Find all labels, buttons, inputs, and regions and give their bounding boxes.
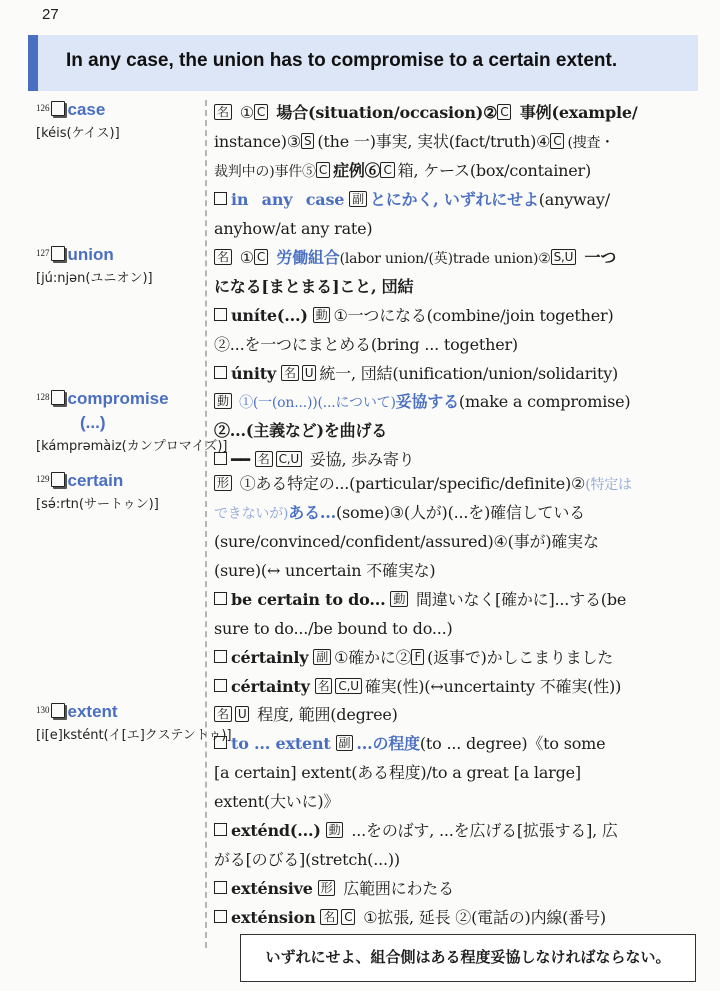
text-span: (some)③(人が)(...を)確信している bbox=[335, 503, 585, 522]
text-span: ...の程度 bbox=[356, 734, 420, 753]
definition-line bbox=[214, 614, 674, 643]
definition-line bbox=[214, 672, 674, 701]
pos-noun-tag: 名 bbox=[281, 365, 299, 381]
definition-line bbox=[214, 643, 674, 672]
text-span: 箱, ケース(box/container) bbox=[397, 161, 592, 180]
text-span: 場合(situation/occasion)② bbox=[271, 103, 498, 122]
text-span: 統一, 団結(unification/union/solidarity) bbox=[319, 364, 619, 383]
bullet-square-icon bbox=[214, 592, 227, 605]
countable-tag: C bbox=[254, 104, 268, 120]
text-span: できないが) bbox=[214, 506, 289, 522]
text-span: be certain to do... bbox=[231, 590, 386, 609]
definition-line bbox=[214, 156, 674, 185]
text-span: exténsion bbox=[231, 908, 316, 927]
text-span: ① bbox=[234, 248, 254, 267]
checkbox-icon[interactable] bbox=[51, 472, 65, 487]
entry-definition-certain bbox=[214, 469, 674, 701]
text-span: cértainly bbox=[231, 648, 309, 667]
definition-line bbox=[214, 359, 674, 388]
phrase-line bbox=[214, 185, 674, 214]
text-span: uníte(...) bbox=[231, 306, 308, 325]
text-span: [a certain] extent(ある程度)/to a great [a large] bbox=[214, 763, 581, 782]
headword: extent bbox=[67, 702, 118, 721]
text-span: 症例⑥ bbox=[333, 161, 381, 180]
text-span: ① bbox=[234, 103, 254, 122]
pos-verb-tag: 動 bbox=[326, 822, 344, 838]
pos-verb-tag: 動 bbox=[313, 307, 331, 323]
countable-tag: C bbox=[497, 104, 511, 120]
pos-adverb-tag: 副 bbox=[336, 735, 354, 751]
singular-uncountable-tag: S,U bbox=[551, 249, 577, 265]
pronunciation: [i[e]kstént(イ[エ]クステントゥ)] bbox=[36, 728, 232, 743]
translation-text: いずれにせよ、組合側はある程度妥協しなければならない。 bbox=[265, 948, 671, 966]
definition-line bbox=[214, 243, 674, 272]
text-span: 広範囲にわたる bbox=[338, 879, 454, 898]
entry-headword-case bbox=[36, 98, 201, 146]
text-span: 程度, 範囲(degree) bbox=[252, 705, 398, 724]
text-span: extent(大いに)》 bbox=[214, 792, 340, 811]
definition-line bbox=[214, 787, 674, 816]
definition-line bbox=[214, 585, 674, 614]
entry-definition-union bbox=[214, 243, 674, 388]
entry-number: 127 bbox=[36, 248, 50, 258]
text-span: (sure)(↔ uncertain 不確実な) bbox=[214, 561, 436, 580]
text-span: exténsive bbox=[231, 879, 313, 898]
text-span: 一つ bbox=[579, 248, 617, 267]
bullet-square-icon bbox=[214, 192, 227, 205]
text-span: 間違いなく[確かに]...する(be bbox=[411, 590, 627, 609]
text-span: ある... bbox=[288, 503, 336, 522]
uncountable-tag: U bbox=[235, 706, 250, 722]
text-span: instance)③ bbox=[214, 132, 301, 151]
definition-line bbox=[214, 874, 674, 903]
text-span: sure to do.../be bound to do...) bbox=[214, 619, 453, 638]
countable-uncountable-tag: C,U bbox=[335, 678, 361, 694]
definition-line bbox=[214, 556, 674, 585]
bullet-square-icon bbox=[214, 452, 227, 465]
definition-line bbox=[214, 469, 674, 498]
text-span: ②...(主義など)を曲げる bbox=[214, 421, 388, 440]
bullet-square-icon bbox=[214, 823, 227, 836]
formal-tag: F bbox=[411, 649, 424, 665]
text-span: ①一つになる(combine/join together) bbox=[333, 306, 614, 325]
bullet-square-icon bbox=[214, 308, 227, 321]
headword-suffix: (...) bbox=[80, 413, 106, 432]
countable-tag: C bbox=[380, 162, 394, 178]
text-span: ①確かに② bbox=[334, 648, 412, 667]
text-span: (the 一)事実, 実状(fact/truth)④ bbox=[317, 132, 551, 151]
definition-line bbox=[214, 98, 674, 127]
definition-line bbox=[214, 330, 674, 359]
text-span: ①(一(on...))(...について) bbox=[234, 395, 396, 411]
entry-number: 126 bbox=[36, 103, 50, 113]
pos-noun-tag: 名 bbox=[214, 706, 232, 722]
entry-number: 130 bbox=[36, 705, 50, 715]
bullet-square-icon bbox=[214, 366, 227, 379]
headword: case bbox=[67, 100, 106, 119]
entry-headword-compromise bbox=[36, 387, 228, 459]
example-sentence: In any case, the union has to compromise to a certain extent. bbox=[66, 50, 618, 71]
pos-noun-tag: 名 bbox=[320, 909, 338, 925]
countable-tag: C bbox=[316, 162, 330, 178]
text-span: to ... extent bbox=[231, 734, 331, 753]
entry-headword-certain bbox=[36, 469, 201, 517]
text-span: (特定は bbox=[585, 477, 632, 493]
text-span: 妥協, 歩み寄り bbox=[304, 450, 415, 469]
pos-noun-tag: 名 bbox=[255, 451, 273, 467]
definition-line bbox=[214, 816, 674, 845]
pronunciation: [kéis(ケイス)] bbox=[36, 126, 120, 141]
checkbox-icon[interactable] bbox=[51, 390, 65, 405]
page-number: 27 bbox=[42, 6, 59, 23]
text-span: exténd(...) bbox=[231, 821, 321, 840]
text-span: ━━ bbox=[231, 450, 250, 469]
text-span: 妥協する bbox=[395, 392, 459, 411]
text-span: (make a compromise) bbox=[458, 392, 631, 411]
pos-adjective-tag: 形 bbox=[214, 475, 232, 491]
headword: union bbox=[67, 245, 114, 264]
text-span: in any case bbox=[231, 190, 345, 209]
example-sentence-banner bbox=[28, 35, 698, 91]
entry-definition-extent bbox=[214, 700, 674, 932]
checkbox-icon[interactable] bbox=[51, 101, 65, 116]
text-span: 裁判中の)事件⑤ bbox=[214, 164, 316, 180]
text-span: 事例(example/ bbox=[514, 103, 638, 122]
entry-number: 128 bbox=[36, 392, 50, 402]
headword: compromise bbox=[67, 389, 169, 408]
headword: certain bbox=[67, 471, 124, 490]
text-span: anyhow/at any rate) bbox=[214, 219, 373, 238]
definition-line bbox=[214, 214, 674, 243]
text-span: únity bbox=[231, 364, 277, 383]
definition-line bbox=[214, 498, 674, 527]
entry-headword-extent bbox=[36, 700, 232, 748]
pos-noun-tag: 名 bbox=[315, 678, 333, 694]
text-span: になる[まとまる]こと, 団結 bbox=[214, 277, 414, 296]
pronunciation: [kámprəmàiz(カンプロマイズ)] bbox=[36, 439, 228, 454]
text-span: ①ある特定の...(particular/specific/definite)② bbox=[234, 474, 586, 493]
text-span: (to ... degree)《to some bbox=[419, 734, 606, 753]
column-divider bbox=[205, 100, 207, 948]
entry-definition-compromise bbox=[214, 387, 674, 474]
bullet-square-icon bbox=[214, 650, 227, 663]
definition-line bbox=[214, 416, 674, 445]
entry-headword-union bbox=[36, 243, 201, 291]
text-span: (捜査・ bbox=[567, 135, 615, 151]
pos-verb-tag: 動 bbox=[390, 591, 408, 607]
text-span: ②...を一つにまとめる(bring ... together) bbox=[214, 335, 518, 354]
definition-line bbox=[214, 127, 674, 156]
text-span: ①拡張, 延長 ②(電話の)内線(番号) bbox=[358, 908, 606, 927]
pos-adverb-tag: 副 bbox=[349, 191, 367, 207]
countable-uncountable-tag: C,U bbox=[276, 451, 302, 467]
pos-verb-tag: 動 bbox=[214, 393, 232, 409]
text-span: 労働組合 bbox=[271, 248, 340, 267]
singular-tag: S bbox=[301, 133, 314, 149]
definition-line bbox=[214, 272, 674, 301]
text-span: (返事で)かしこまりました bbox=[427, 648, 614, 667]
checkbox-icon[interactable] bbox=[51, 246, 65, 261]
definition-line bbox=[214, 845, 674, 874]
definition-line bbox=[214, 903, 674, 932]
entry-definition-case bbox=[214, 98, 674, 243]
text-span: cértainty bbox=[231, 677, 310, 696]
pos-adjective-tag: 形 bbox=[318, 880, 336, 896]
translation-answer-box bbox=[240, 934, 696, 982]
text-span: (labor union/(英)trade union)② bbox=[339, 251, 551, 267]
uncountable-tag: U bbox=[302, 365, 317, 381]
checkbox-icon[interactable] bbox=[51, 703, 65, 718]
text-span: とにかく, いずれにせよ bbox=[369, 190, 539, 209]
bullet-square-icon bbox=[214, 736, 227, 749]
definition-line bbox=[214, 700, 674, 729]
bullet-square-icon bbox=[214, 910, 227, 923]
definition-line bbox=[214, 527, 674, 556]
bullet-square-icon bbox=[214, 881, 227, 894]
text-span: ...をのばす, ...を広げる[拡張する], 広 bbox=[346, 821, 618, 840]
definition-line bbox=[214, 301, 674, 330]
countable-tag: C bbox=[254, 249, 268, 265]
text-span: (sure/convinced/confident/assured)④(事が)確実な bbox=[214, 532, 599, 551]
bullet-square-icon bbox=[214, 679, 227, 692]
definition-line bbox=[214, 387, 674, 416]
text-span: がる[のびる](stretch(...)) bbox=[214, 850, 400, 869]
pronunciation: [jú:njən(ユニオン)] bbox=[36, 271, 153, 286]
pos-noun-tag: 名 bbox=[214, 249, 232, 265]
entry-number: 129 bbox=[36, 474, 50, 484]
definition-line bbox=[214, 729, 674, 758]
definition-line bbox=[214, 758, 674, 787]
pos-adverb-tag: 副 bbox=[313, 649, 331, 665]
text-span: (anyway/ bbox=[538, 190, 610, 209]
pos-noun-tag: 名 bbox=[214, 104, 232, 120]
countable-tag: C bbox=[341, 909, 355, 925]
countable-tag: C bbox=[550, 133, 564, 149]
text-span: 確実(性)(↔uncertainty 不確実(性)) bbox=[364, 677, 622, 696]
pronunciation: [sə́:rtn(サートゥン)] bbox=[36, 497, 159, 512]
